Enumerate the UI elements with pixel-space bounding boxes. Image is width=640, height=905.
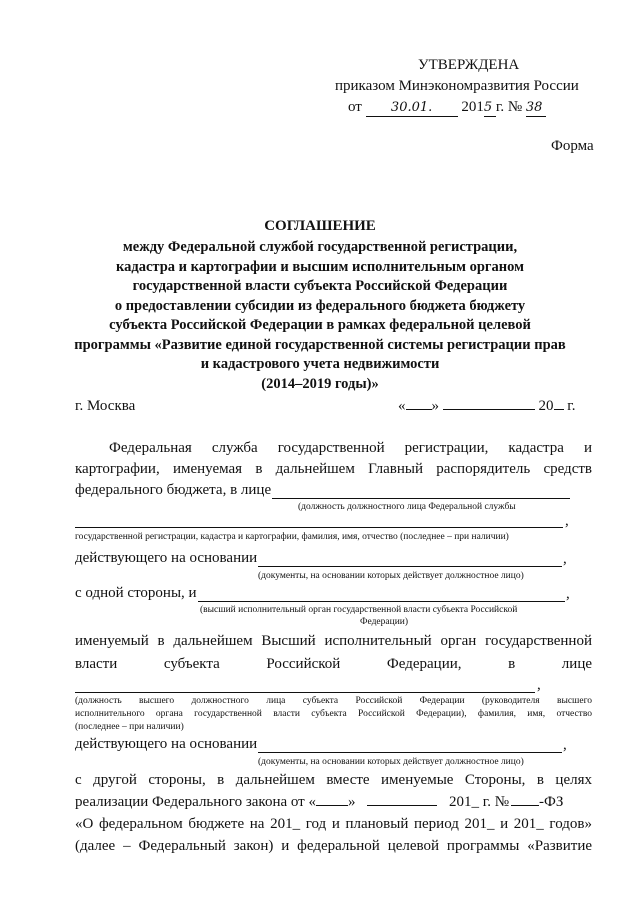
- acting-basis-1: действующего на основании: [75, 550, 258, 566]
- subtitle-line: программы «Развитие единой государственной системы регистрации прав: [74, 336, 566, 353]
- approval-date: [366, 99, 458, 117]
- comma: ,: [537, 677, 541, 693]
- approval-title: УТВЕРЖДЕНА: [418, 57, 520, 73]
- law-number-blank: [511, 805, 539, 806]
- subtitle-line: о предоставлении субсидии из федерального бюджета бюджету: [114, 297, 526, 314]
- comma: ,: [566, 586, 570, 602]
- paragraph-1-line-1: Федеральная служба государственной регистрации, кадастра и: [109, 440, 592, 456]
- official-name-blank: [75, 527, 563, 528]
- year-blank: [554, 409, 564, 410]
- subtitle-line: между Федеральной службой государственной регистрации,: [122, 239, 518, 255]
- paragraph-2-line-2: власти субъекта Российской Федерации, в лице: [75, 656, 592, 672]
- subtitle-line: (2014–2019 годы)»: [261, 375, 379, 392]
- acting-basis-2: действующего на основании: [75, 736, 258, 752]
- comma: ,: [563, 551, 567, 567]
- approval-date-line: [348, 99, 546, 117]
- caption-head-3: (последнее – при наличии): [75, 722, 184, 732]
- number-prefix: г. №: [495, 99, 523, 115]
- approval-number: [526, 99, 546, 117]
- caption-executive-body-2: Федерации): [360, 617, 409, 627]
- form-label: Форма: [551, 138, 594, 154]
- comma: ,: [565, 513, 569, 529]
- comma: ,: [563, 737, 567, 753]
- month-blank: [443, 409, 535, 410]
- date-prefix: от: [348, 99, 362, 115]
- basis-documents-blank-2: [258, 752, 562, 753]
- official-position-blank: [272, 498, 570, 499]
- handwritten-date: 30.01.: [390, 100, 433, 115]
- caption-official-1: (должность должностного лица Федеральной службы: [298, 502, 516, 512]
- caption-executive-body-1: (высший исполнительный орган государственной власти субъекта Российской: [200, 605, 518, 615]
- head-position-blank: [75, 692, 535, 693]
- agreement-date: « » 20 г.: [398, 398, 576, 414]
- paragraph-3-line-3: «О федеральном бюджете на 201_ год и плановый период 201_ и 201_ годов»: [75, 816, 592, 832]
- place-city: г. Москва: [75, 398, 136, 414]
- law-month-blank: [367, 805, 437, 806]
- caption-documents-2: (документы, на основании которых действует должностное лицо): [258, 757, 524, 767]
- caption-head-2: исполнительного органа государственной власти субъекта Российской Федерации), фамилия, имя, отчество: [75, 709, 592, 719]
- day-blank: [406, 409, 432, 410]
- paragraph-3-line-1: с другой стороны, в дальнейшем вместе именуемые Стороны, в целях: [75, 772, 592, 788]
- executive-body-blank: [198, 601, 565, 602]
- subtitle-line: субъекта Российской Федерации в рамках федеральной целевой: [109, 317, 531, 333]
- paragraph-1-line-2: картографии, именуемая в дальнейшем Главный распорядитель средств: [75, 461, 592, 477]
- paragraph-3-line-4: (далее – Федеральный закон) и федеральной целевой программы «Развитие: [75, 838, 592, 854]
- document-title: СОГЛАШЕНИЕ: [264, 218, 376, 234]
- paragraph-3-line-2: реализации Федерального закона от « » 201_ г. № -ФЗ: [75, 794, 564, 810]
- caption-official-2: государственной регистрации, кадастра и картографии, фамилия, имя, отчество (последнее – при наличии): [75, 532, 509, 542]
- law-day-blank: [316, 805, 348, 806]
- year-prefix: 201: [461, 99, 484, 115]
- one-side: с одной стороны, и: [75, 585, 197, 601]
- approval-year: [484, 99, 496, 117]
- approval-order: приказом Минэкономразвития России: [335, 78, 579, 94]
- paragraph-2-line-1: именуемый в дальнейшем Высший исполнительный орган государственной: [75, 633, 592, 649]
- document-subtitle: [0, 238, 640, 394]
- basis-documents-blank-1: [258, 566, 562, 567]
- subtitle-line: государственной власти субъекта Российской Федерации: [132, 278, 508, 294]
- paragraph-1-line-3: федерального бюджета, в лице: [75, 482, 272, 498]
- caption-head-1: (должность высшего должностного лица субъекта Российской Федерации (руководителя высшего: [75, 696, 592, 706]
- handwritten-year: 5: [483, 100, 493, 115]
- subtitle-line: кадастра и картографии и высшим исполнительным органом: [116, 258, 524, 275]
- subtitle-line: и кадастрового учета недвижимости: [200, 356, 440, 372]
- caption-documents-1: (документы, на основании которых действует должностное лицо): [258, 571, 524, 581]
- handwritten-number: 38: [525, 100, 543, 115]
